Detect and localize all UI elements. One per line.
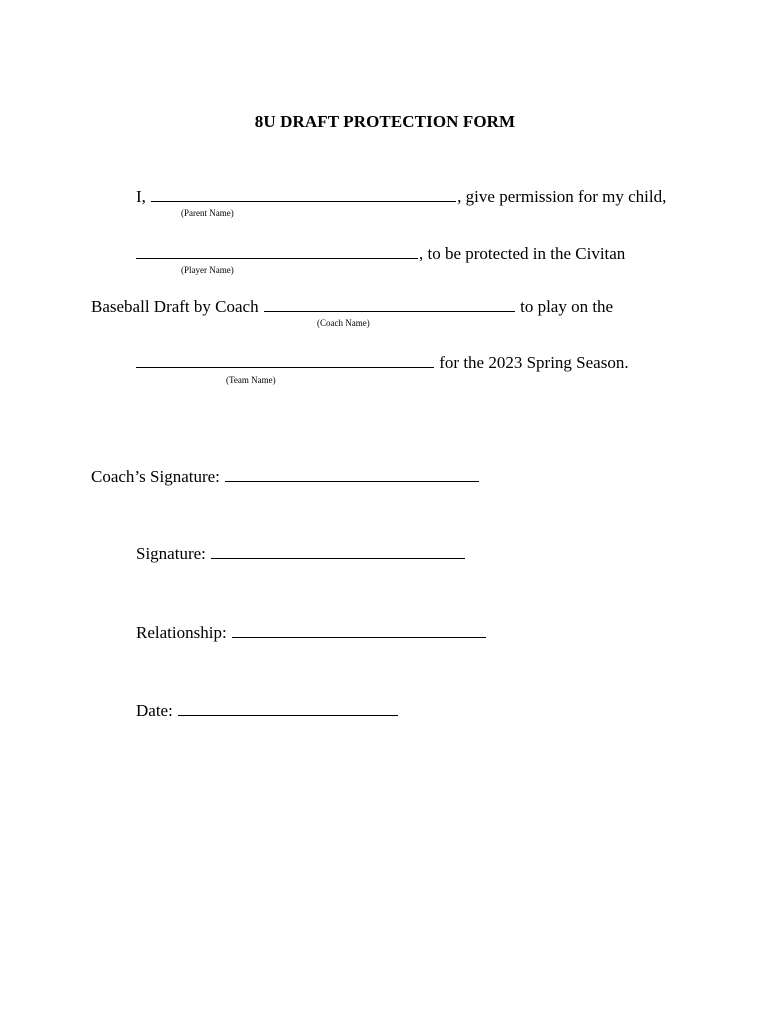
coach-name-field[interactable] [264,297,515,312]
signature-row [136,544,466,564]
date-field[interactable] [178,701,398,716]
player-protection-line [136,244,625,264]
relationship-label: Relationship: [136,623,227,642]
player-name-caption: (Player Name) [181,265,234,275]
signature-field[interactable] [211,544,465,559]
date-label: Date: [136,701,173,720]
line3-prefix: Baseball Draft by Coach [91,297,259,316]
line3-suffix: to play on the [520,297,614,316]
coach-name-caption: (Coach Name) [317,318,370,328]
parent-name-caption: (Parent Name) [181,208,234,218]
team-name-caption: (Team Name) [226,375,276,385]
parent-name-field[interactable] [151,187,456,202]
line1-prefix: I, [136,187,146,206]
parent-permission-line [136,187,666,207]
team-name-field[interactable] [136,353,434,368]
signature-label: Signature: [136,544,206,563]
coach-signature-label: Coach’s Signature: [91,467,220,486]
line1-suffix: , give permission for my child, [457,187,667,206]
coach-signature-row [91,467,480,487]
line2-suffix: , to be protected in the Civitan [419,244,626,263]
relationship-field[interactable] [232,623,486,638]
coach-line [91,297,613,317]
line4-suffix: for the 2023 Spring Season. [439,353,629,372]
form-title: 8U DRAFT PROTECTION FORM [254,112,516,131]
relationship-row [136,623,487,643]
player-name-field[interactable] [136,244,418,259]
date-row [136,701,399,721]
coach-signature-field[interactable] [225,467,479,482]
team-season-line [136,353,629,373]
